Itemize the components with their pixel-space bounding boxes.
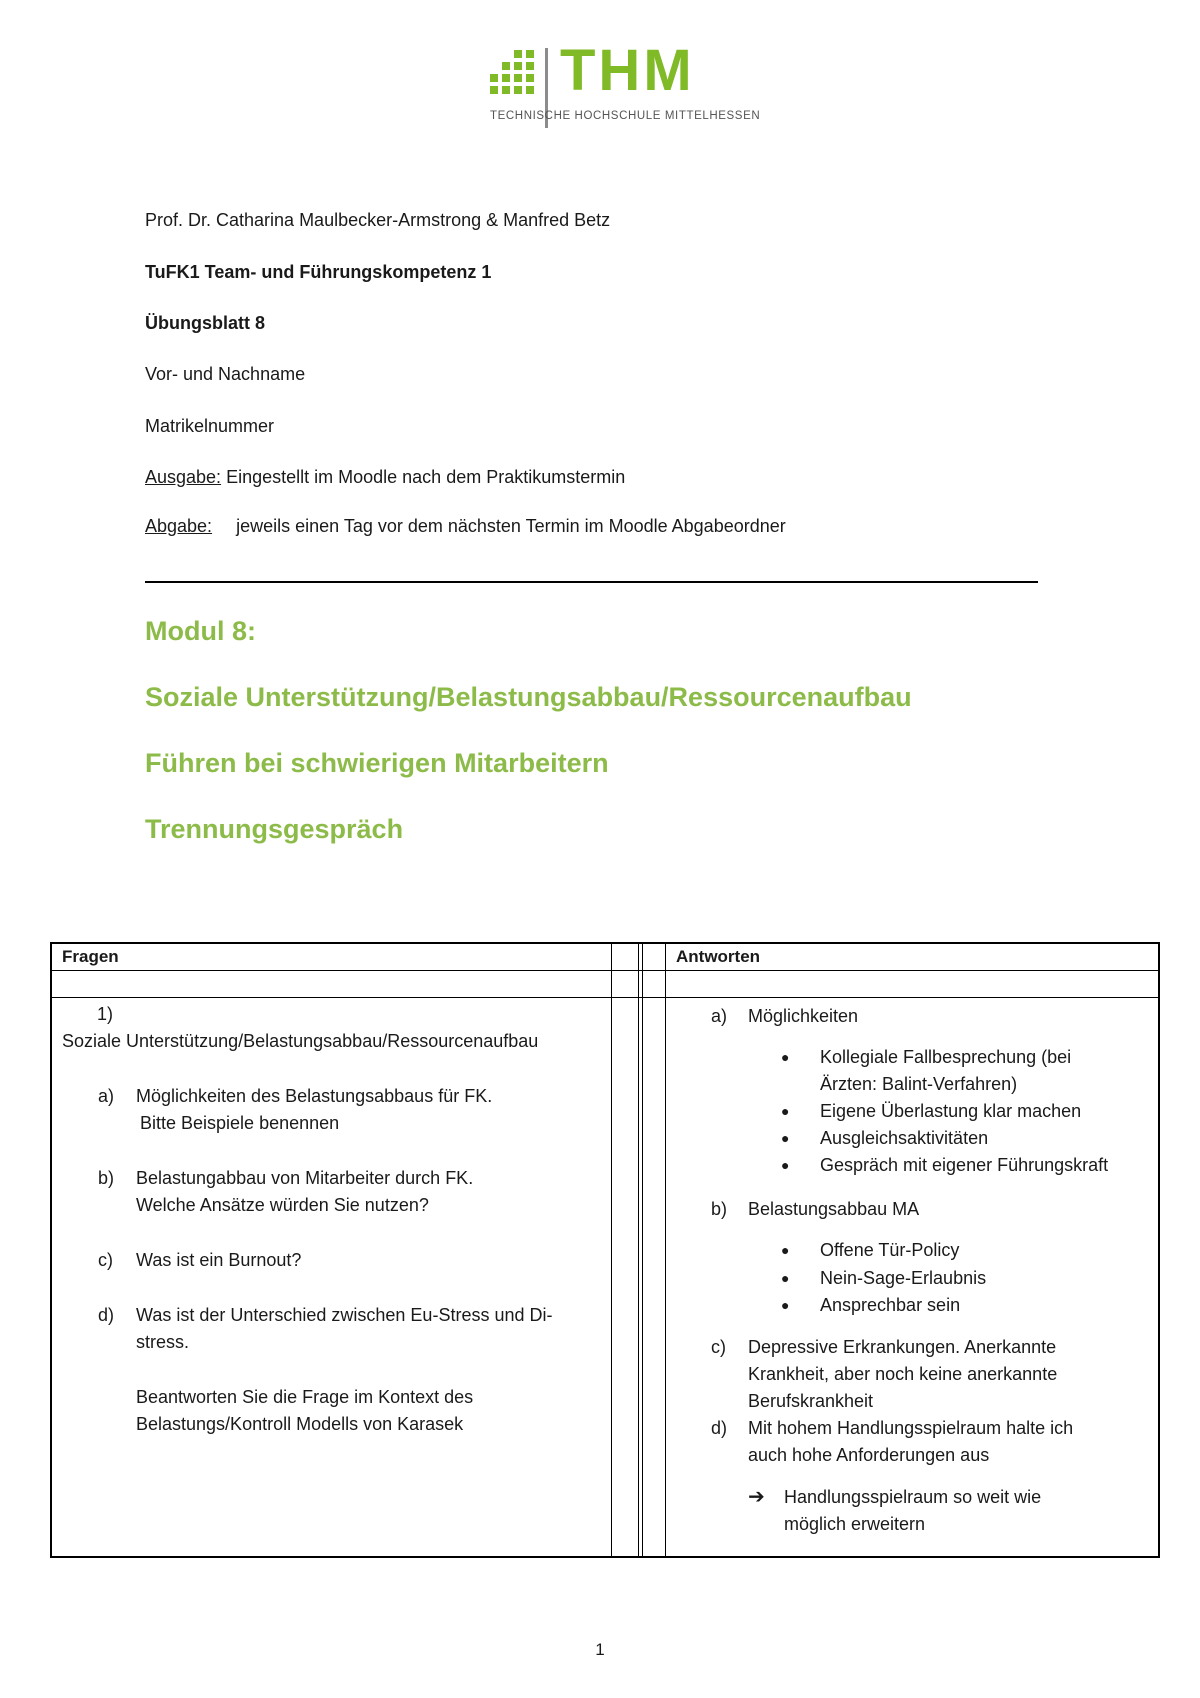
answer-b-bullet-3: Ansprechbar sein: [820, 1295, 961, 1315]
divider-rule: [145, 581, 1038, 583]
question-d-line-1: Was ist der Unterschied zwischen Eu-Stress und Di-: [136, 1305, 553, 1325]
answer-c-line-1: Depressive Erkrankungen. Anerkannte: [748, 1337, 1057, 1357]
answer-b-bullet-2: Nein-Sage-Erlaubnis: [820, 1268, 987, 1288]
question-d-line-4: Belastungs/Kontroll Modells von Karasek: [136, 1414, 464, 1434]
answer-b-bullet-1: Offene Tür-Policy: [820, 1240, 960, 1260]
arrow-right-icon: ➔: [748, 1486, 765, 1508]
ausgabe-text: Eingestellt im Moodle nach dem Praktikumstermin: [226, 467, 626, 487]
answer-a-title: Möglichkeiten: [748, 1006, 859, 1026]
name-label: Vor- und Nachname: [145, 364, 306, 384]
answer-d-arrow-line-2: möglich erweitern: [784, 1514, 926, 1534]
answer-d-label: d): [711, 1418, 728, 1438]
question-c-line-1: Was ist ein Burnout?: [136, 1250, 302, 1270]
ausgabe-label: Ausgabe:: [145, 467, 222, 487]
question-number: 1): [97, 1004, 114, 1024]
answer-a-label: a): [711, 1006, 728, 1026]
answer-a-bullet-4: Gespräch mit eigener Führungskraft: [820, 1155, 1109, 1175]
bullet-icon: ●: [781, 1242, 790, 1258]
column-header-answers: Antworten: [676, 947, 761, 966]
topic-heading-3: Trennungsgespräch: [145, 814, 404, 844]
answer-a-bullet-1: Kollegiale Fallbesprechung (bei: [820, 1047, 1072, 1067]
answer-c-line-3: Berufskrankheit: [748, 1391, 874, 1411]
bullet-icon: ●: [781, 1130, 790, 1146]
answer-b-label: b): [711, 1199, 728, 1219]
sheet-title: Übungsblatt 8: [145, 313, 265, 333]
logo-grid-icon: [490, 50, 534, 94]
question-d-line-2: stress.: [136, 1332, 190, 1352]
matrikel-label: Matrikelnummer: [145, 416, 275, 436]
bullet-icon: ●: [781, 1297, 790, 1313]
answer-b-title: Belastungsabbau MA: [748, 1199, 920, 1219]
question-c-label: c): [98, 1250, 113, 1270]
question-title: Soziale Unterstützung/Belastungsabbau/Ressourcenaufbau: [62, 1031, 539, 1051]
topic-heading-1: Soziale Unterstützung/Belastungsabbau/Ressourcenaufbau: [145, 682, 912, 712]
modul-heading: Modul 8:: [145, 616, 256, 646]
logo-brand: THM: [560, 38, 695, 103]
bullet-icon: ●: [781, 1157, 790, 1173]
logo-subtitle: TECHNISCHE HOCHSCHULE MITTELHESSEN: [490, 110, 761, 122]
answer-a-bullet-2: Eigene Überlastung klar machen: [820, 1101, 1082, 1121]
bullet-icon: ●: [781, 1103, 790, 1119]
page-number: 1: [595, 1640, 605, 1659]
question-a-line-1: Möglichkeiten des Belastungsabbaus für FK.: [136, 1086, 493, 1106]
column-header-questions: Fragen: [62, 947, 119, 966]
answer-a-bullet-1-cont: Ärzten: Balint-Verfahren): [820, 1074, 1018, 1094]
question-b-label: b): [98, 1168, 115, 1188]
question-d-label: d): [98, 1305, 115, 1325]
bullet-icon: ●: [781, 1270, 790, 1286]
question-b-line-1: Belastungabbau von Mitarbeiter durch FK.: [136, 1168, 474, 1188]
answer-a-bullet-3: Ausgleichsaktivitäten: [820, 1128, 989, 1148]
answer-d-line-2: auch hohe Anforderungen aus: [748, 1445, 990, 1465]
answer-d-arrow-line-1: Handlungsspielraum so weit wie: [784, 1487, 1042, 1507]
topic-heading-2: Führen bei schwierigen Mitarbeitern: [145, 748, 609, 778]
answer-c-line-2: Krankheit, aber noch keine anerkannte: [748, 1364, 1058, 1384]
course-title: TuFK1 Team- und Führungskompetenz 1: [145, 262, 492, 282]
authors: Prof. Dr. Catharina Maulbecker-Armstrong & Manfred Betz: [145, 210, 611, 230]
answer-d-line-1: Mit hohem Handlungsspielraum halte ich: [748, 1418, 1074, 1438]
thm-logo: [490, 38, 761, 128]
abgabe-line: [145, 516, 786, 537]
answer-c-label: c): [711, 1337, 726, 1357]
question-a-label: a): [98, 1086, 115, 1106]
bullet-icon: ●: [781, 1049, 790, 1065]
question-a-line-2: Bitte Beispiele benennen: [140, 1113, 340, 1133]
ausgabe-line: [145, 467, 625, 488]
abgabe-label: Abgabe:: [145, 516, 213, 536]
question-d-line-3: Beantworten Sie die Frage im Kontext des: [136, 1387, 474, 1407]
abgabe-text: jeweils einen Tag vor dem nächsten Termin im Moodle Abgabeordner: [236, 516, 786, 536]
question-b-line-2: Welche Ansätze würden Sie nutzen?: [136, 1195, 429, 1215]
